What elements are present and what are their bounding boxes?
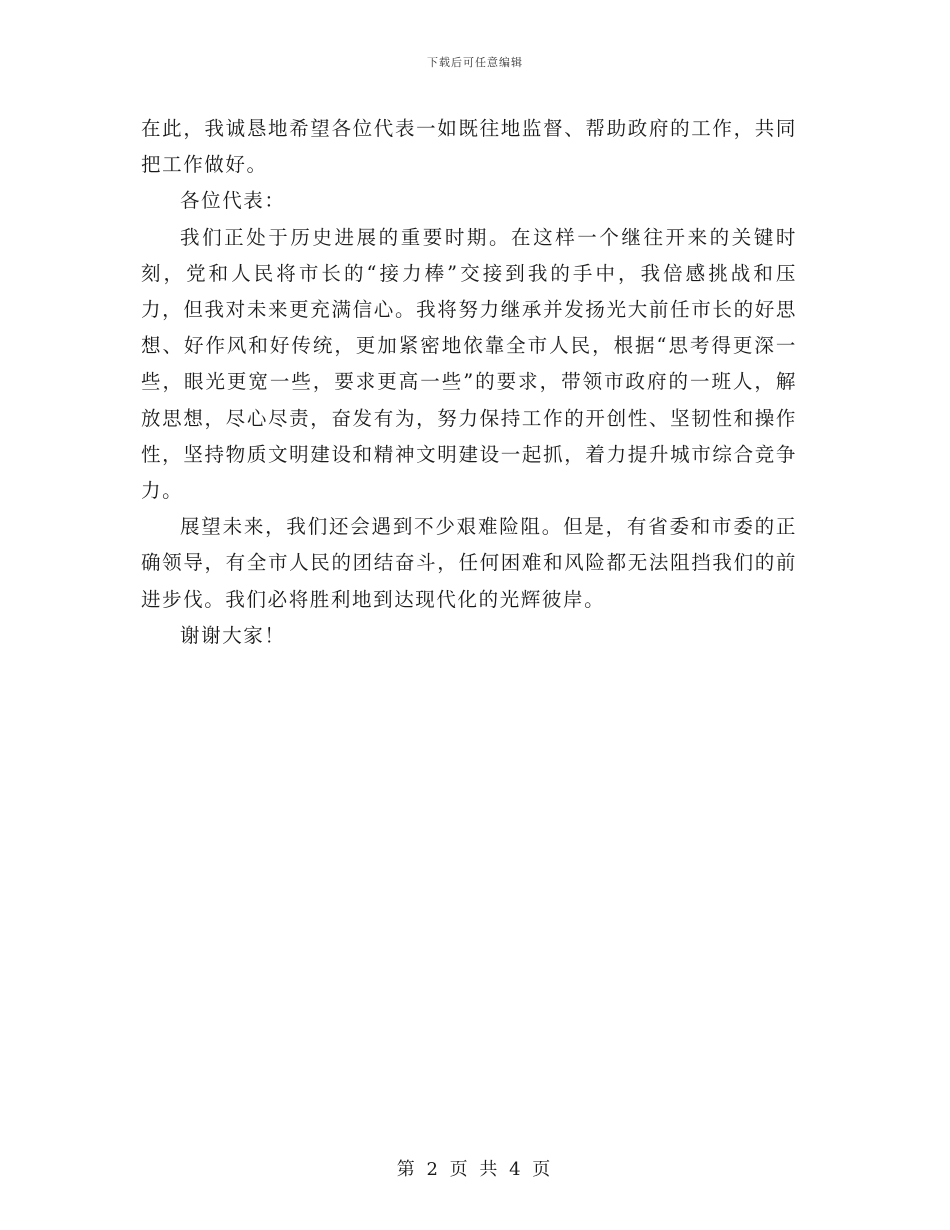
paragraph-main: 我们正处于历史进展的重要时期。在这样一个继往开来的关键时刻，党和人民将市长的“接力棒”交接到我的手中，我倍感挑战和压力，但我对未来更充满信心。我将努力继承并发扬光大前任市长的好思想、好作风和好传统，更加紧密地依靠全市人民，根据“思考得更深一些，眼光更宽一些，要求更高一些”的要求，带领市政府的一班人，解放思想，尽心尽责，奋发有为，努力保持工作的开创性、坚韧性和操作性，坚持物质文明建设和精神文明建设一起抓，着力提升城市综合竞争力。 <box>141 225 797 503</box>
paragraph-closing: 谢谢大家！ <box>180 623 286 647</box>
paragraph-salutation: 各位代表： <box>180 189 286 213</box>
page-number-footer: 第 2 页 共 4 页 <box>396 1159 554 1180</box>
paragraph-outlook: 展望未来，我们还会遇到不少艰难险阻。但是，有省委和市委的正确领导，有全市人民的团结奋斗，任何困难和风险都无法阻挡我们的前进步伐。我们必将胜利地到达现代化的光辉彼岸。 <box>141 515 797 611</box>
header-edit-note: 下载后可任意编辑 <box>427 56 523 69</box>
paragraph-continuation: 在此，我诚恳地希望各位代表一如既往地监督、帮助政府的工作，共同把工作做好。 <box>141 117 797 177</box>
document-body <box>141 111 797 654</box>
